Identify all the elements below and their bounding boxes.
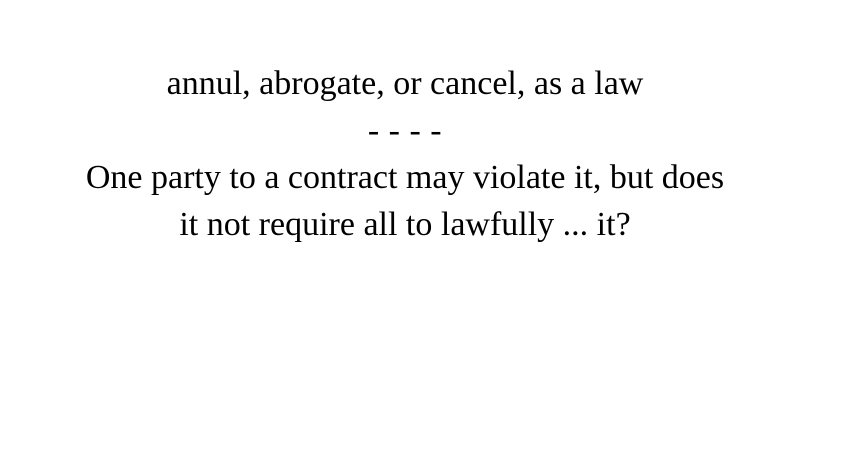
card-content xyxy=(5,60,805,248)
separator: - - - - xyxy=(367,112,443,149)
question-line-1: One party to a contract may violate it, but does xyxy=(85,159,725,196)
definition-text: annul, abrogate, or cancel, as a law xyxy=(166,65,644,102)
question-line-2: it not require all to lawfully ... it? xyxy=(179,206,631,243)
